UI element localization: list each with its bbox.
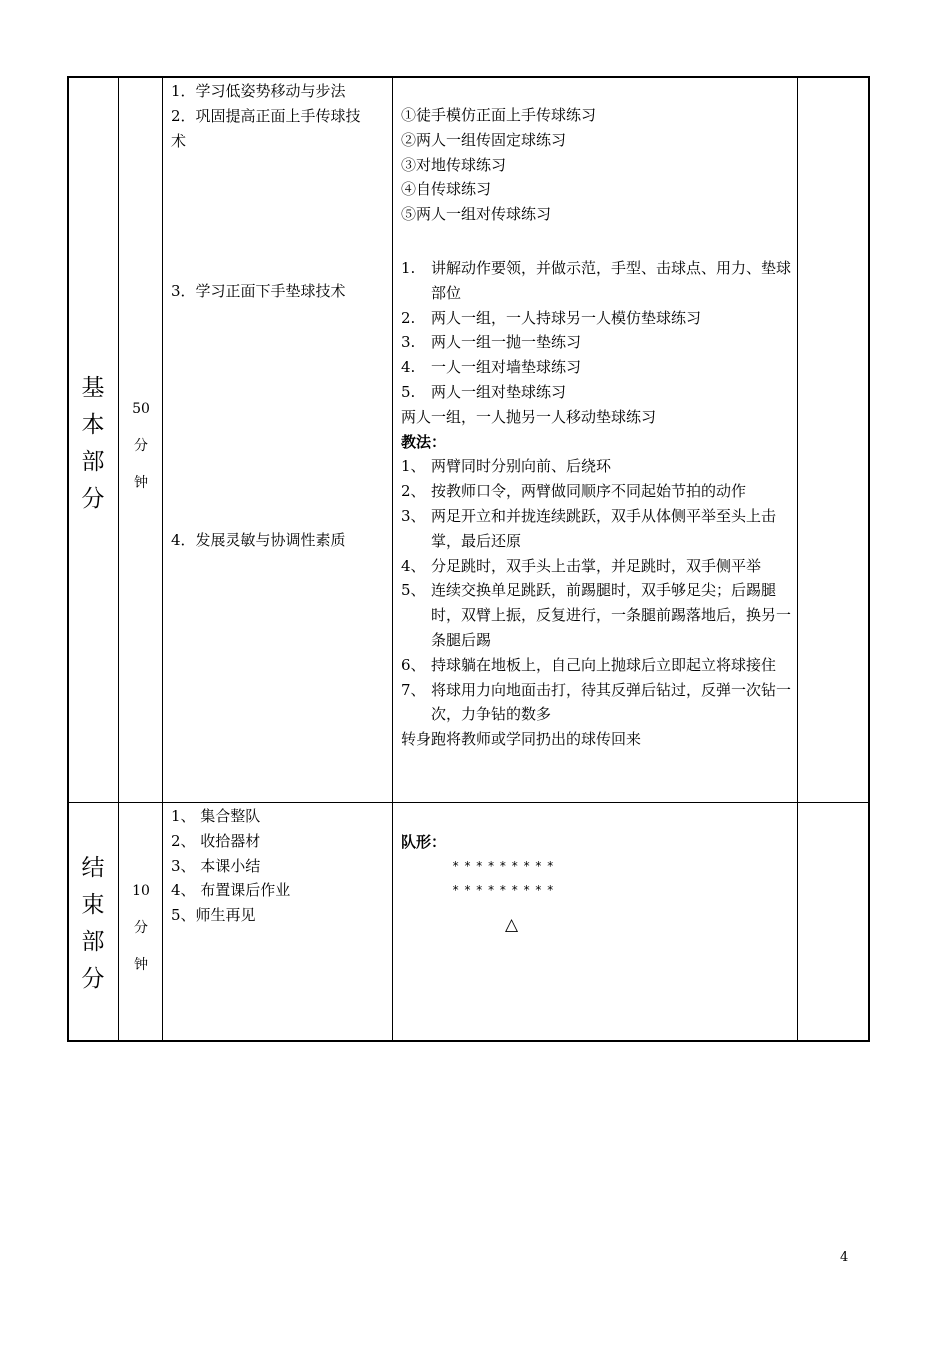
basic-duration [119,391,163,502]
list-item [401,578,793,652]
section-char: 部 [81,449,105,475]
list-item: ⑤两人一组对传球练习 [401,205,552,224]
list-text: 两人一组一抛一垫练习 [431,333,582,352]
list-item: ④自传球练习 [401,180,492,199]
list-number: 5. [401,382,416,401]
basic-goal-4 [171,528,391,553]
duration-char: 钟 [134,475,148,491]
list-number: 3、 [401,506,426,525]
basic-goal-3 [171,279,391,304]
list-item [401,306,793,331]
section-char: 束 [81,892,105,918]
list-item: 转身跑将教师或学同扔出的球传回来 [401,730,642,749]
ending-duration [119,873,163,984]
list-item: 5、师生再见 [171,906,256,925]
list-number: 5、 [401,581,426,600]
goal-item: 2．巩固提高正面上手传球技 [171,106,361,125]
list-item: 4、 布置课后作业 [171,881,291,900]
list-text: 分足跳时，双手头上击掌，并足跳时，双手侧平举 [431,556,762,575]
list-text: 一人一组对墙垫球练习 [431,358,582,377]
section-char: 结 [81,855,105,881]
list-item [401,454,793,479]
section-char: 部 [81,929,105,955]
list-number: 7、 [401,680,426,699]
list-number: 3. [401,333,416,352]
duration-minutes: 50 [132,401,150,417]
list-number: 6、 [401,655,426,674]
formation-row-1: ********* [452,859,559,873]
list-item: 3、 本课小结 [171,856,261,875]
column-divider [392,76,393,1042]
list-item [401,380,793,405]
section-char: 基 [81,375,105,401]
goal-item-continued: 术 [171,131,187,150]
list-text: 两足开立和并拢连续跳跃，双手从体侧平举至头上击掌，最后还原 [431,506,777,550]
list-text: 讲解动作要领，并做示范，手型、击球点、用力、垫球部位 [431,259,792,302]
list-text: 将球用力向地面击打，待其反弹后钻过，反弹一次钻一次，力争钻的数多 [431,680,792,724]
list-text: 连续交换单足跳跃，前踢腿时，双手够足尖；后踢腿时，双臂上振，反复进行，一条腿前踢落地后，换另一条腿后踢 [431,581,792,649]
list-item [401,479,793,504]
list-item [401,653,793,678]
list-item [401,678,793,728]
basic-goals-top [171,79,391,153]
row-divider [67,802,870,803]
basic-section-label [68,370,118,518]
section-char: 分 [81,486,105,512]
formation-label: 队形： [401,833,447,851]
duration-char: 分 [134,920,148,936]
list-item [401,256,793,306]
pass-methods-list [401,103,793,227]
list-number: 4. [401,358,416,377]
goal-item: 3．学习正面下手垫球技术 [171,282,346,300]
list-text: 持球躺在地板上，自己向上抛球后立即起立将球接住 [431,655,777,674]
section-char: 本 [81,412,105,438]
table-border-right [868,76,870,1042]
teacher-triangle-icon: △ [505,915,519,935]
ending-items-list [171,804,391,928]
list-item: ②两人一组传固定球练习 [401,130,567,149]
list-item: 两人一组，一人抛另一人移动垫球练习 [401,407,657,426]
list-item: ③对地传球练习 [401,155,507,174]
list-number: 4、 [401,556,426,575]
goal-item: 1．学习低姿势移动与步法 [171,82,346,100]
list-item [401,504,793,554]
list-number: 1. [401,259,416,277]
list-text: 两臂同时分别向前、后绕环 [431,457,612,476]
teaching-label: 教法： [401,432,447,451]
list-item [401,554,793,579]
list-item: 2、 收拾器材 [171,831,261,850]
list-item: 1、 集合整队 [171,807,261,825]
page-number: 4 [840,1250,849,1265]
duration-char: 钟 [134,957,148,973]
list-text: 两人一组对垫球练习 [431,382,567,401]
goal-item: 4．发展灵敏与协调性素质 [171,531,346,549]
list-item: ①徒手模仿正面上手传球练习 [401,106,597,124]
list-number: 2、 [401,482,426,501]
list-item [401,355,793,380]
table-border-bottom [67,1040,870,1042]
list-text: 两人一组，一人持球另一人模仿垫球练习 [431,308,702,327]
duration-minutes: 10 [132,883,150,899]
list-number: 1、 [401,457,426,476]
section-char: 分 [81,966,105,992]
list-text: 按教师口令，两臂做同顺序不同起始节拍的动作 [431,482,747,501]
formation-row-2: ********* [452,883,559,897]
table-border-top [67,76,870,78]
column-divider [797,76,798,1042]
duration-char: 分 [134,438,148,454]
dig-methods-list [401,256,793,752]
list-item [401,330,793,355]
ending-section-label [68,850,118,998]
list-number: 2. [401,308,416,327]
